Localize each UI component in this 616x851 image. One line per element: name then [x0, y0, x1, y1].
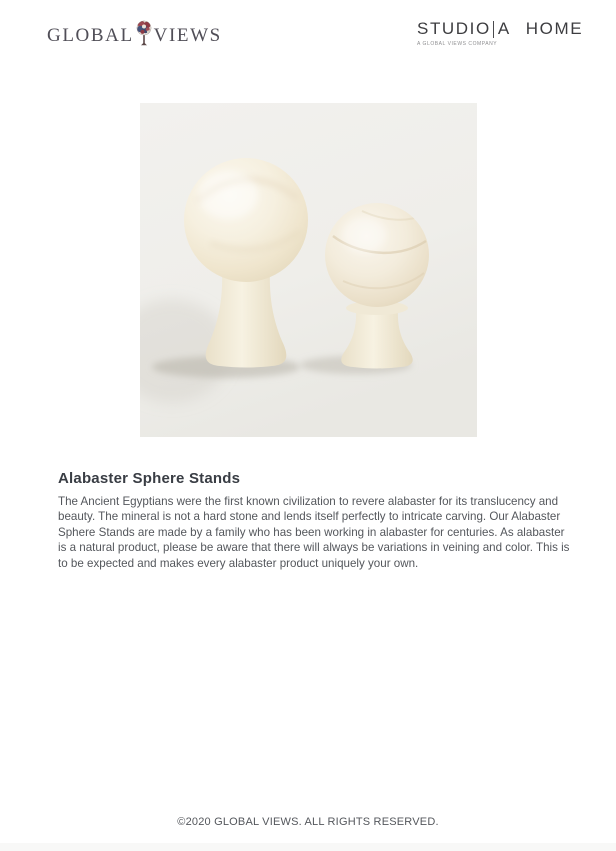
copyright-text: ©2020 GLOBAL VIEWS. ALL RIGHTS RESERVED. [177, 816, 439, 828]
studioa-word-a: A [497, 19, 511, 38]
product-title: Alabaster Sphere Stands [58, 470, 241, 487]
product-description: The Ancient Egyptians were the first known civilization to revere alabaster for its translucency and beauty. The mineral is not a hard stone and lends itself perfectly to intricate carving. Our Alabaster Sphere Stands are made by a family who has been working in alabaster for centuries. As alabaster is a natural product, please be aware that there will always be variations in veining and color. This is to be expected and makes every alabaster product uniquely your own. [58, 495, 570, 570]
studioa-home-wordmark [417, 20, 583, 38]
alabaster-stands-illustration [140, 103, 477, 437]
studioa-home-logo[interactable] [417, 20, 583, 47]
global-views-logo[interactable] [47, 20, 222, 50]
tree-icon [136, 20, 152, 50]
logo-word-views: VIEWS [153, 25, 222, 46]
footer-band [0, 843, 616, 851]
studioa-word-home: HOME [525, 19, 584, 38]
logo-word-global: GLOBAL [47, 25, 134, 46]
studioa-divider-bar [493, 21, 494, 38]
studioa-tagline: A GLOBAL VIEWS COMPANY [417, 41, 498, 47]
studioa-word-studio: STUDIO [417, 19, 491, 38]
product-image [140, 103, 477, 437]
